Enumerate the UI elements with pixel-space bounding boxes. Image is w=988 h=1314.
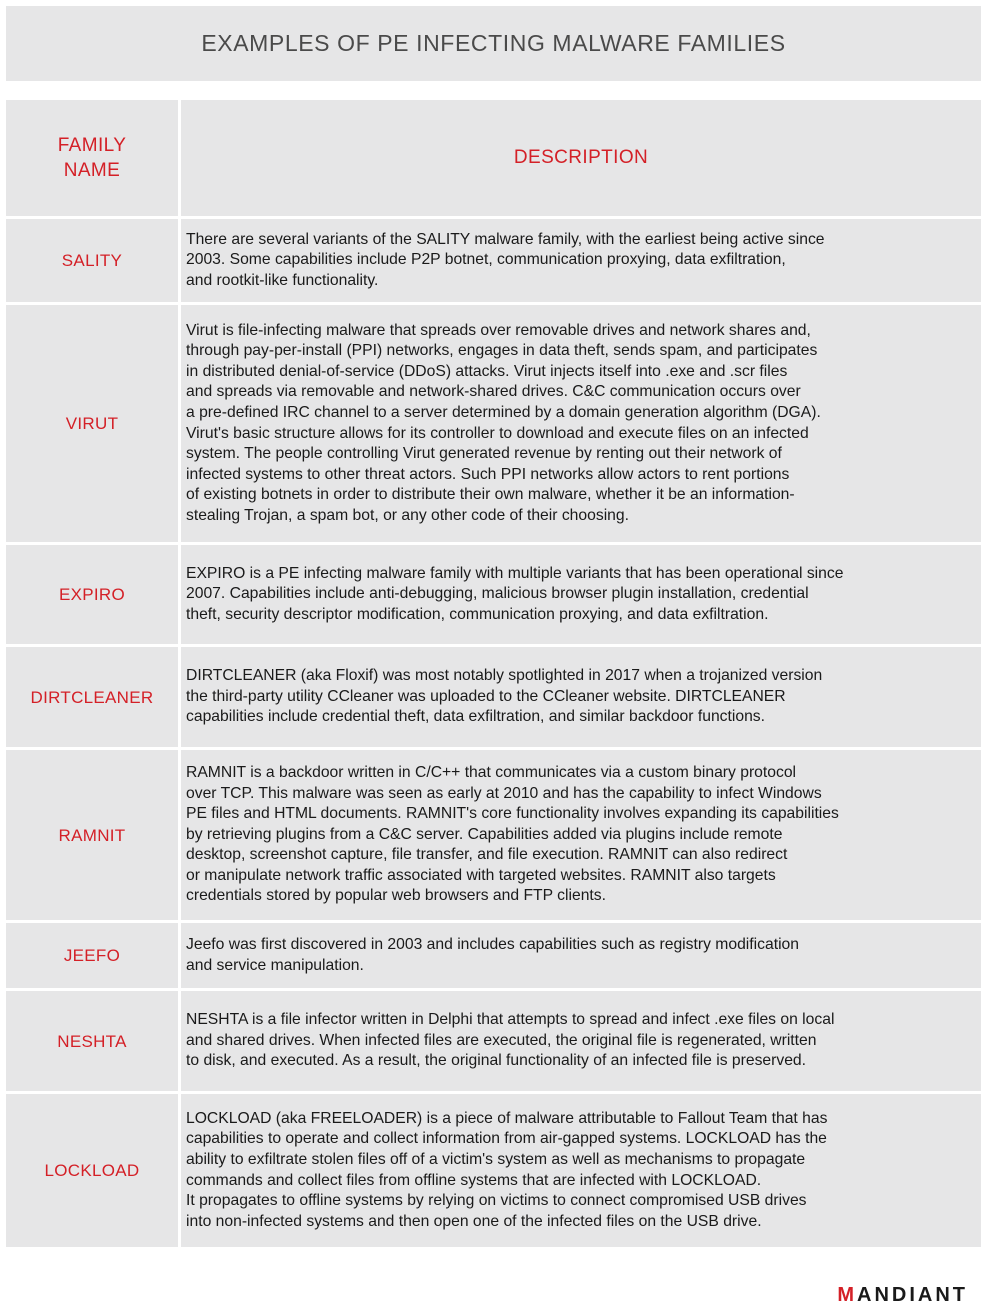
family-name: JEEFO: [63, 946, 121, 965]
family-description: EXPIRO is a PE infecting malware family with multiple variants that has been operational since 2007. Capabilities include anti-debugging, malicious browser plugin installation, credential theft, security descriptor modification, communication proxying, and data exfiltration.: [186, 564, 844, 623]
family-name: RAMNIT: [58, 825, 126, 845]
family-description: RAMNIT is a backdoor written in C/C++ that communicates via a custom binary protocol over TCP. This malware was seen as early at 2010 and has the capability to infect Windows PE files and HTML documents. RAMNIT's core functionality involves expanding its capabilities by retrieving plugins from a C&C server. Capabilities added via plugins include remote desktop, screenshot capture, file transfer, and file execution. RAMNIT can also redirect or manipulate network traffic associated with targeted websites. RAMNIT also targets credentials stored by popular web browsers and FTP clients.: [186, 763, 839, 905]
table-row: [6, 1094, 981, 1247]
family-description: DIRTCLEANER (aka Floxif) was most notably spotlighted in 2017 when a trojanized version the third-party utility CCleaner was uploaded to the CCleaner website. DIRTCLEANER capabilities include credential theft, data exfiltration, and similar backdoor functions.: [186, 667, 823, 726]
family-description: There are several variants of the SALITY malware family, with the earliest being active since 2003. Some capabilities include P2P botnet, communication proxying, data exfiltration, and rootkit-like functionality.: [186, 230, 825, 289]
page-title: EXAMPLES OF PE INFECTING MALWARE FAMILIES: [201, 30, 786, 56]
family-description: LOCKLOAD (aka FREELOADER) is a piece of malware attributable to Fallout Team that has capabilities to operate and collect information from air-gapped systems. LOCKLOAD has the ability to exfiltrate stolen files off of a victim's system as well as mechanisms to propagate commands and collect files from offline systems that are infected with LOCKLOAD. It propagates to offline systems by relying on victims to connect compromised USB drives into non-infected systems and then open one of the infected files on the USB drive.: [186, 1109, 828, 1230]
family-name: NESHTA: [57, 1031, 127, 1051]
family-name: EXPIRO: [58, 585, 126, 604]
logo-rest: ANDIANT: [857, 1284, 968, 1306]
table-row: [6, 750, 981, 923]
family-description: Jeefo was first discovered in 2003 and includes capabilities such as registry modification and service manipulation.: [186, 935, 799, 974]
logo-m: M: [837, 1284, 857, 1306]
title-bar: [6, 6, 981, 81]
family-name: LOCKLOAD: [44, 1161, 140, 1180]
mandiant-logo: [837, 1284, 968, 1307]
family-description: NESHTA is a file infector written in Delphi that attempts to spread and infect .exe files on local and shared drives. When infected files are executed, the original file is regenerated, written to disk, and executed. As a result, the original functionality of an infected file is preserved.: [186, 1011, 835, 1070]
family-description: Virut is file-infecting malware that spreads over removable drives and network shares and, through pay-per-install (PPI) networks, engages in data theft, sends spam, and participates in distributed denial-of-service (DDoS) attacks. Virut injects itself into .exe and .scr files and spreads via removable and network-shared drives. C&C communication occurs over a pre-defined IRC channel to a server determined by a domain generation algorithm (DGA). Virut's basic structure allows for its controller to download and execute files on an infected system. The people controlling Virut generated revenue by renting out their network of infected systems to other threat actors. Such PPI networks allow actors to rent portions of existing botnets in order to distribute their own malware, whether it be an information- stealing Trojan, a spam bot, or any other code of their choosing.: [186, 321, 821, 524]
table-row: [6, 647, 981, 750]
header-description: DESCRIPTION: [513, 147, 649, 168]
table-row: [6, 923, 981, 991]
table-row: [6, 219, 981, 305]
malware-families-table: [6, 100, 981, 1247]
table-row: [6, 545, 981, 647]
family-name: VIRUT: [65, 414, 119, 433]
table-row: [6, 991, 981, 1094]
family-name: DIRTCLEANER: [30, 687, 154, 707]
header-family-name: FAMILY NAME: [57, 135, 127, 181]
table-header-row: [6, 100, 981, 219]
family-name: SALITY: [61, 251, 123, 270]
table-row: [6, 305, 981, 545]
